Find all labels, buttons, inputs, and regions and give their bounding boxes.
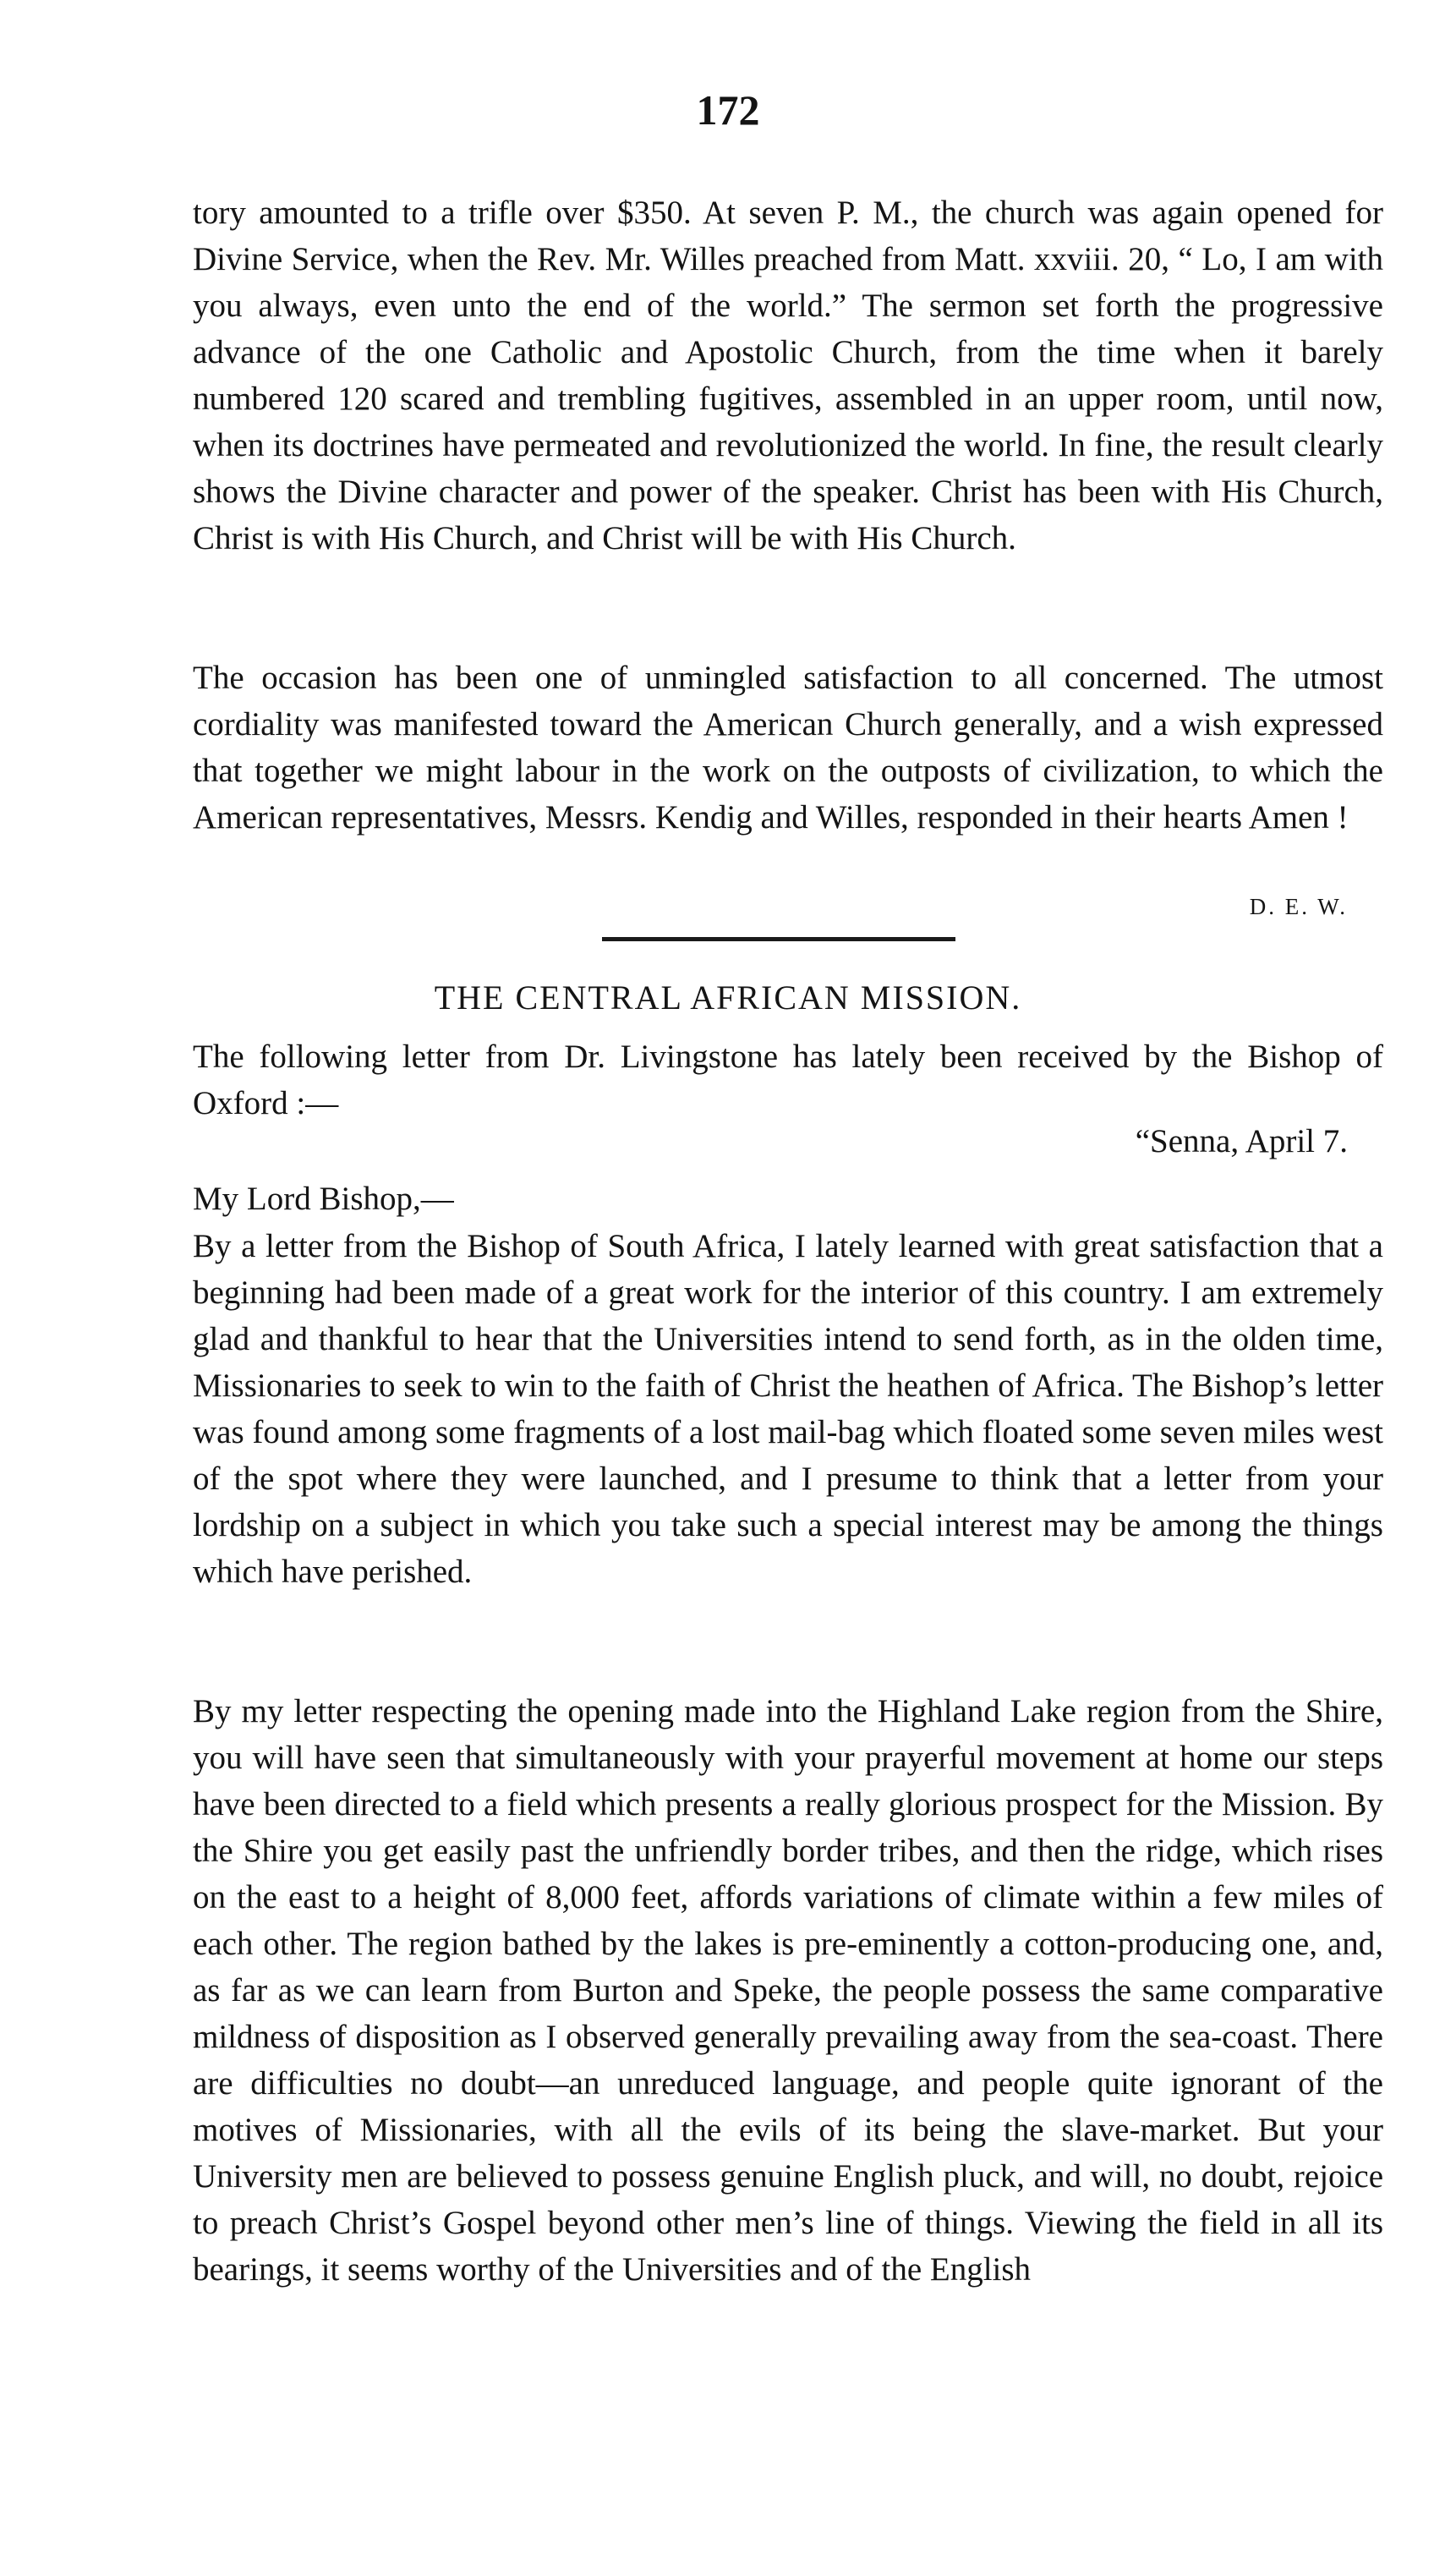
section-heading: THE CENTRAL AFRICAN MISSION. [434,978,1022,1017]
author-signature: D. E. W. [1249,894,1348,919]
paragraph-letter-body-1 [193,1223,1383,1595]
paragraph-text: The occasion has been one of unmingled satisfaction to all concerned. The utmost cordiality was manifested toward the American Church generally, and a wish expressed that together we might labour in the work on the outposts of civilization, to which the American representatives, Messrs. Kendig and Willes, responded in their hearts Amen ! [193,660,1383,836]
paragraph-text: tory amounted to a trifle over $350. At seven P. M., the church was again opened for Divine Service, when the Rev. Mr. Willes preached from Matt. xxviii. 20, “ Lo, I am with you always, even unto the end of the world.” The sermon set forth the progressive advance of the one Catholic and Apostolic Church, from the time when it barely numbered 120 scared and trembling fugitives, assembled in an upper room, until now, when its doctrines have permeated and revolutionized the world. In fine, the result clearly shows the Divine character and power of the speaker. Christ has been with His Church, Christ is with His Church, and Christ will be with His Church. [193,195,1383,556]
paragraph-occasion [193,655,1383,841]
paragraph-letter-body-2 [193,1688,1383,2293]
paragraph-text: By my letter respecting the opening made into the Highland Lake region from the Shire, you will have seen that simultaneously with your prayerful movement at home our steps have been directed to a field which presents a really glorious prospect for the Mission. By the Shire you get easily past the unfriendly border tribes, and then the ridge, which rises on the east to a height of 8,000 feet, affords variations of climate within a few miles of each other. The region bathed by the lakes is pre-eminently a cotton-producing one, and, as far as we can learn from Burton and Speke, the people possess the same comparative mildness of disposition as I observed generally prevailing away from the sea-coast. There are difficulties no doubt—an unreduced language, and people quite ignorant of the motives of Missionaries, with all the evils of its being the slave-market. But your University men are believed to possess genuine English pluck, and will, no doubt, rejoice to preach Christ’s Gospel beyond other men’s line of things. Viewing the field in all its bearings, it seems worthy of the Universities and of the English [193,1693,1383,2288]
paragraph-text: By a letter from the Bishop of South Africa, I lately learned with great satisfaction that a beginning had been made of a great work for the interior of this country. I am extremely glad and thankful to hear that the Universities intend to send forth, as in the olden time, Missionaries to seek to win to the faith of Christ the heathen of Africa. The Bishop’s letter was found among some fragments of a lost mail-bag which floated some seven miles west of the spot where they were launched, and I presume to think that a letter from your lordship on a subject in which you take such a special interest may be among the things which have perished. [193,1228,1383,1590]
section-divider [602,937,955,941]
paragraph-text: The following letter from Dr. Livingstone has lately been received by the Bishop of Oxford :— [193,1039,1383,1121]
letter-salutation: My Lord Bishop,— [193,1181,454,1217]
paragraph-service-account [193,189,1383,562]
letter-dateline: “Senna, April 7. [1135,1123,1348,1159]
page-number: 172 [696,86,760,134]
paragraph-intro [193,1033,1383,1126]
